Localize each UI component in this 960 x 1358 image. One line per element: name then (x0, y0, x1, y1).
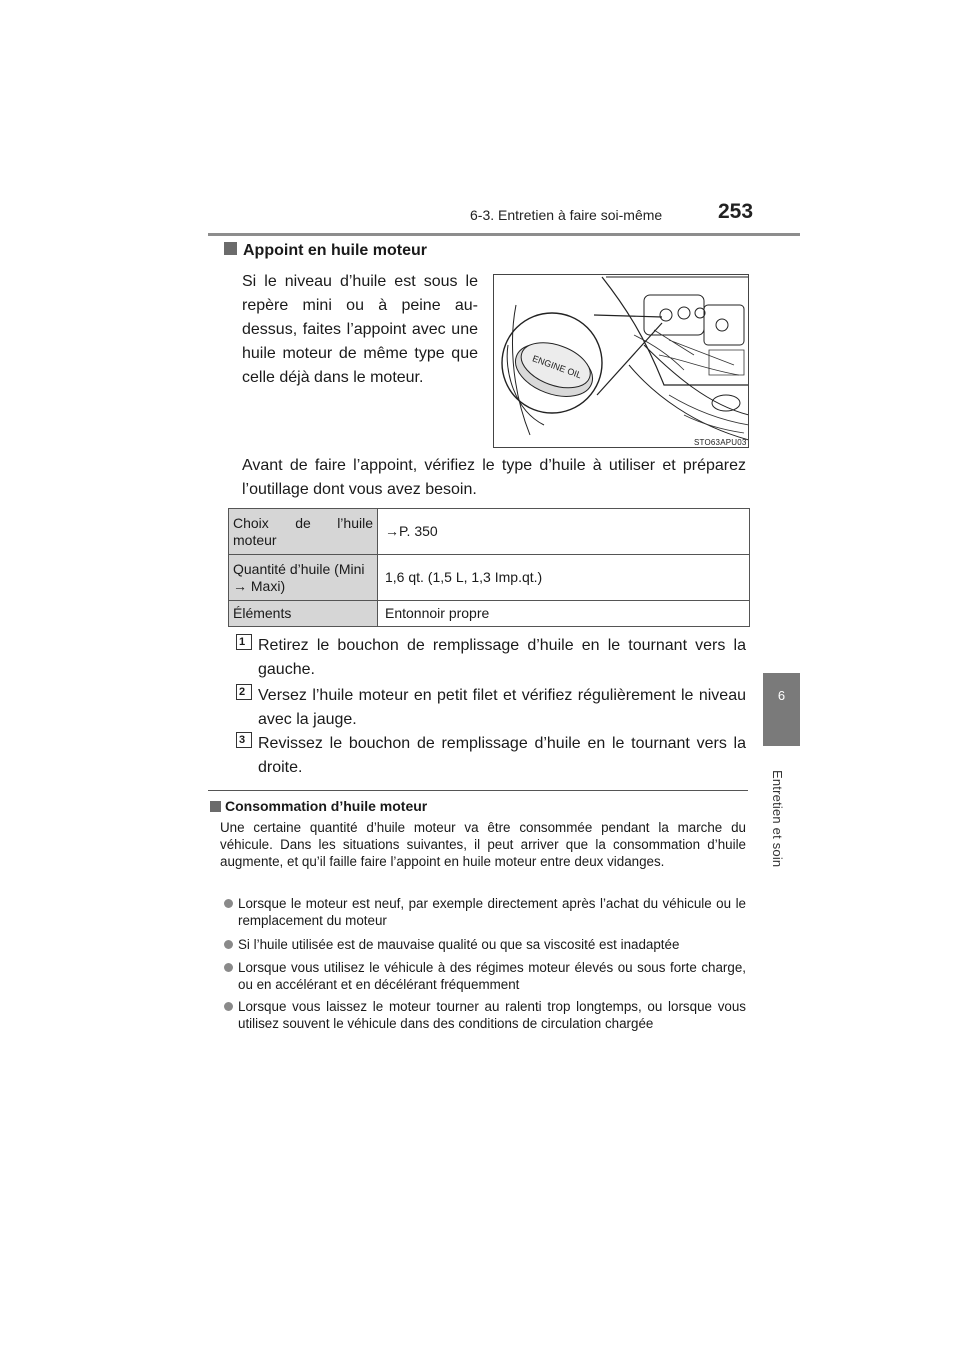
bullet-item: Si l’huile utilisée est de mauvaise qualité ou que sa viscosité est inadaptée (238, 937, 680, 952)
chapter-tab-number: 6 (777, 688, 786, 703)
table-value-cell: 1,6 qt. (1,5 L, 1,3 Imp.qt.) (378, 555, 750, 601)
chapter-tab-label: Entretien et soin (770, 770, 785, 868)
section-heading (224, 242, 427, 260)
header-rule (208, 233, 800, 236)
cap-label-text: ENGINE OIL (531, 353, 583, 381)
page-number: 253 (718, 200, 754, 223)
note-heading-text: Consommation d’huile moteur (225, 798, 428, 814)
preparation-paragraph: Avant de faire l’appoint, vérifiez le type d’huile à utiliser et préparez l’outillage dont vous avez besoin. (242, 457, 746, 498)
step-text: Retirez le bouchon de remplissage d’huile en le tournant vers la gauche. (258, 637, 746, 678)
round-bullet-icon (224, 899, 233, 908)
step-number-badge: 3 (236, 732, 252, 748)
section-divider (208, 790, 748, 791)
table-value-cell: Entonnoir propre (378, 601, 750, 627)
round-bullet-icon (224, 1002, 233, 1011)
note-paragraph: Une certaine quantité d’huile moteur va être consommée pendant la marche du véhicule. Dans les situations suivantes, il peut arriver que la consommation d’huile augmente, et qu’il faille faire l’appoint en huile moteur entre deux vidanges. (220, 820, 746, 869)
step-number-badge: 1 (236, 634, 252, 650)
table-row (229, 555, 750, 601)
running-header-section: 6-3. Entretien à faire soi-même (470, 207, 663, 223)
note-heading (210, 798, 427, 814)
step-text: Revissez le bouchon de remplissage d’huile en le tournant vers la droite. (258, 735, 746, 776)
oil-filler-cap-illustration (493, 274, 749, 448)
table-row (229, 601, 750, 627)
table-key-cell: Choix de l’huile moteur (229, 509, 378, 555)
bullet-item: Lorsque vous utilisez le véhicule à des régimes moteur élevés ou sous forte charge, ou en accélérant et en décélérant fréquemment (238, 960, 746, 992)
table-value-cell: →P. 350 (378, 509, 750, 555)
table-row (229, 509, 750, 555)
round-bullet-icon (224, 963, 233, 972)
round-bullet-icon (224, 940, 233, 949)
bullet-item: Lorsque vous laissez le moteur tourner au ralenti trop longtemps, ou lorsque vous utilisez souvent le véhicule dans des conditions de circulation chargée (238, 999, 746, 1031)
section-heading-text: Appoint en huile moteur (243, 242, 427, 259)
figure-code: STO63APU03 (694, 438, 747, 447)
oil-spec-table (228, 508, 750, 627)
step-text: Versez l’huile moteur en petit filet et vérifiez régulièrement le niveau avec la jauge. (258, 687, 746, 728)
chapter-tab (763, 673, 800, 746)
intro-paragraph: Si le niveau d’huile est sous le repère mini ou à peine au-dessus, faites l’appoint avec une huile moteur de même type que celle déjà dans le moteur. (242, 273, 478, 386)
bullet-item: Lorsque le moteur est neuf, par exemple directement après l’achat du véhicule ou le remplacement du moteur (238, 896, 746, 928)
step-number-badge: 2 (236, 684, 252, 700)
table-key-cell: Quantité d’huile (Mini → Maxi) (229, 555, 378, 601)
square-bullet-icon (224, 242, 237, 255)
square-bullet-icon (210, 801, 221, 812)
engine-bay-drawing (494, 275, 749, 448)
table-key-cell: Éléments (229, 601, 378, 627)
